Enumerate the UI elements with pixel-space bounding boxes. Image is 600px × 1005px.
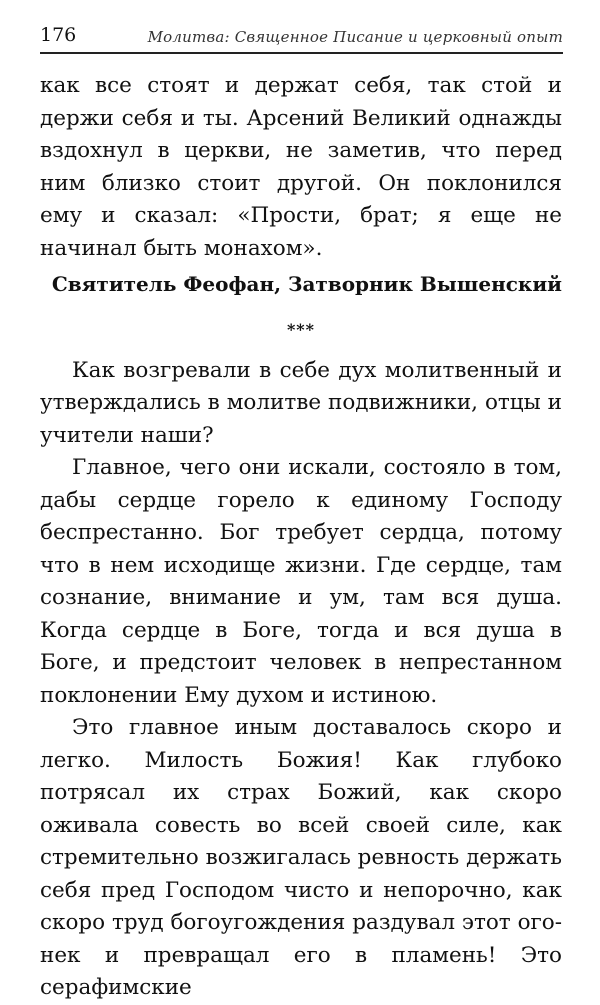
page-number: 176 xyxy=(40,24,77,46)
section-divider: *** xyxy=(286,319,316,339)
paragraph-1: как все стоят и держат себя, так стой и держи себя и ты. Арсений Великий однажды вздохнул в церкви, не заметив, что перед ним близко стоит другой. Он поклонился ему и сказал: «Прости, брат; я еще не начинал быть монахом». xyxy=(40,73,562,261)
paragraph-3: Главное, чего они искали, состояло в том, дабы сердце горело к единому Господу беспрестанно. Бог требует сердца, потому что в нем исходище жизни. Где сердце, там сознание, внимание и ум, там вся душа. Когда сердце в Боге, тогда и вся душа в Боге, и предстоит человек в непрестанном поклонении Ему духом и истиною. xyxy=(40,455,562,708)
page-body xyxy=(40,70,562,1005)
running-title: Молитва: Священное Писание и церковный опыт xyxy=(147,28,563,46)
paragraph-4: Это главное иным доставалось скоро и легко. Милость Божия! Как глубоко потрясал их страх Божий, как скоро оживала совесть во всей своей силе, как стремительно возжигалась ревность держать себя пред Господом чисто и непорочно, как скоро труд богоугождения раздувал этот огонек и превращал его в пламень! Это серафимские xyxy=(40,715,562,1000)
paragraph-2: Как возгревали в себе дух молитвенный и утверждались в молитве подвижники, отцы и учители наши? xyxy=(40,357,562,448)
page-header xyxy=(40,18,563,54)
attribution: Святитель Феофан, Затворник Вышенский xyxy=(51,272,562,296)
